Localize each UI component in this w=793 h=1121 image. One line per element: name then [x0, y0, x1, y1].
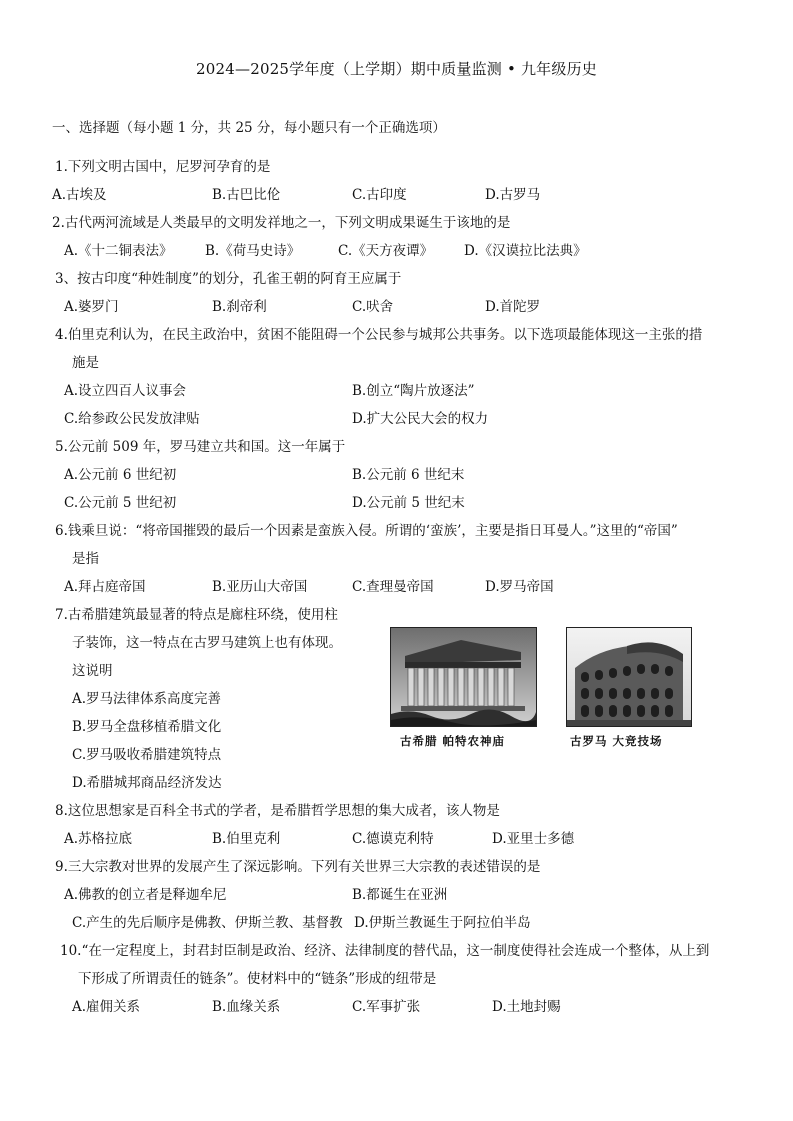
question-8-option-b: B.伯里克利 — [212, 831, 281, 847]
parthenon-caption: 古希腊 帕特农神庙 — [400, 734, 506, 748]
question-9-option-b: B.都诞生在亚洲 — [352, 887, 448, 903]
colosseum-caption: 古罗马 大竞技场 — [570, 734, 663, 748]
question-9-option-a: A.佛教的创立者是释迦牟尼 — [64, 887, 227, 903]
question-7-option-b: B.罗马全盘移植希腊文化 — [72, 719, 222, 735]
question-4-option-b: B.创立“陶片放逐法” — [352, 383, 475, 399]
question-6-option-d: D.罗马帝国 — [485, 579, 554, 595]
question-2-option-c: C.《天方夜谭》 — [338, 243, 434, 259]
question-8-stem: 8.这位思想家是百科全书式的学者，是希腊哲学思想的集大成者，该人物是 — [55, 803, 500, 819]
colosseum-icon — [567, 628, 691, 726]
question-6-option-c: C.查理曼帝国 — [352, 579, 434, 595]
question-4-option-c: C.给参政公民发放津贴 — [64, 411, 200, 427]
question-5-option-a: A.公元前 6 世纪初 — [64, 467, 177, 483]
parthenon-icon — [391, 628, 536, 726]
question-7-stem: 7.古希腊建筑最显著的特点是廊柱环绕，使用柱 — [55, 607, 338, 623]
question-1-option-d: D.古罗马 — [485, 187, 541, 203]
question-8-option-a: A.苏格拉底 — [64, 831, 133, 847]
question-10-stem-cont: 下形成了所谓责任的链条”。使材料中的“链条”形成的纽带是 — [78, 971, 437, 987]
question-5-option-d: D.公元前 5 世纪末 — [352, 495, 465, 511]
question-6-stem-cont: 是指 — [72, 551, 99, 567]
colosseum-photo — [566, 627, 692, 727]
question-8-option-d: D.亚里士多德 — [492, 831, 575, 847]
question-4-option-d: D.扩大公民大会的权力 — [352, 411, 489, 427]
question-2-stem: 2.古代两河流域是人类最早的文明发祥地之一，下列文明成果诞生于该地的是 — [52, 215, 511, 231]
question-10-option-b: B.血缘关系 — [212, 999, 281, 1015]
question-5-option-b: B.公元前 6 世纪末 — [352, 467, 465, 483]
question-10-stem: 10.“在一定程度上，封君封臣制是政治、经济、法律制度的替代品，这一制度使得社会连成一个整体，从上到 — [60, 943, 710, 959]
question-1-option-a: A.古埃及 — [52, 187, 107, 203]
question-7-stem-cont: 子装饰，这一特点在古罗马建筑上也有体现。 — [72, 635, 342, 651]
question-2-option-d: D.《汉谟拉比法典》 — [464, 243, 587, 259]
question-3-option-b: B.刹帝利 — [212, 299, 267, 315]
question-10-option-a: A.雇佣关系 — [72, 999, 141, 1015]
question-3-stem: 3、按古印度“种姓制度”的划分，孔雀王朝的阿育王应属于 — [55, 271, 402, 287]
question-1-option-b: B.古巴比伦 — [212, 187, 281, 203]
question-4-stem-cont: 施是 — [72, 355, 99, 371]
question-6-option-a: A.拜占庭帝国 — [64, 579, 146, 595]
question-3-option-d: D.首陀罗 — [485, 299, 541, 315]
question-1-option-c: C.古印度 — [352, 187, 407, 203]
section-heading: 一、选择题（每小题 1 分，共 25 分，每小题只有一个正确选项） — [52, 120, 446, 136]
question-7-option-a: A.罗马法律体系高度完善 — [72, 691, 222, 707]
question-7-option-c: C.罗马吸收希腊建筑特点 — [72, 747, 222, 763]
question-9-option-d: D.伊斯兰教诞生于阿拉伯半岛 — [354, 915, 531, 931]
question-8-option-c: C.德谟克利特 — [352, 831, 434, 847]
question-9-stem: 9.三大宗教对世界的发展产生了深远影响。下列有关世界三大宗教的表述错误的是 — [55, 859, 541, 875]
question-1-stem: 1.下列文明古国中，尼罗河孕育的是 — [55, 159, 271, 175]
question-4-option-a: A.设立四百人议事会 — [64, 383, 187, 399]
question-4-stem: 4.伯里克利认为，在民主政治中，贫困不能阻碍一个公民参与城邦公共事务。以下选项最能体现这一主张的措 — [55, 327, 703, 343]
colosseum-figure — [566, 627, 692, 748]
question-3-option-c: C.吠舍 — [352, 299, 394, 315]
parthenon-photo — [390, 627, 537, 727]
question-5-option-c: C.公元前 5 世纪初 — [64, 495, 177, 511]
question-7-stem-cont-2: 这说明 — [72, 663, 113, 679]
question-5-stem: 5.公元前 509 年，罗马建立共和国。这一年属于 — [55, 439, 346, 455]
question-2-option-a: A.《十二铜表法》 — [64, 243, 173, 259]
question-6-option-b: B.亚历山大帝国 — [212, 579, 308, 595]
question-2-option-b: B.《荷马史诗》 — [205, 243, 301, 259]
question-10-option-c: C.军事扩张 — [352, 999, 421, 1015]
question-3-option-a: A.婆罗门 — [64, 299, 119, 315]
question-7-option-d: D.希腊城邦商品经济发达 — [72, 775, 222, 791]
question-10-option-d: D.土地封赐 — [492, 999, 561, 1015]
question-6-stem: 6.钱乘旦说：“将帝国摧毁的最后一个因素是蛮族入侵。所谓的‘蛮族’，主要是指日耳曼人。”这里的“帝国” — [55, 523, 678, 539]
page-title: 2024—2025学年度（上学期）期中质量监测 • 九年级历史 — [196, 60, 597, 78]
question-9-option-c: C.产生的先后顺序是佛教、伊斯兰教、基督教 — [72, 915, 343, 931]
parthenon-figure — [390, 627, 537, 748]
